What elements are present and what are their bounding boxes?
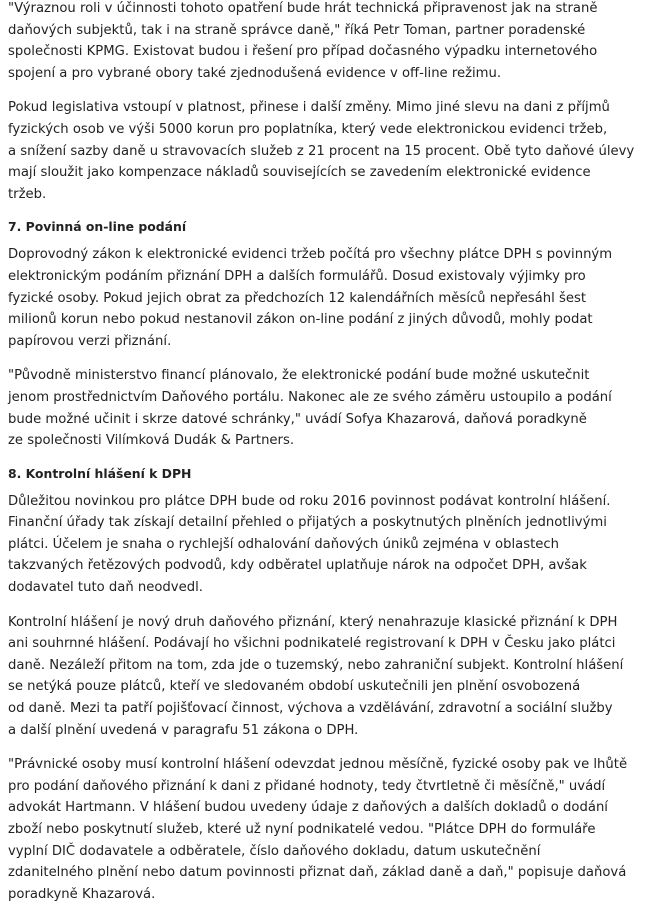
text-line: daňových subjektů, tak i na straně správce daně," říká Petr Toman, partner poradenské <box>8 22 586 38</box>
text-line: fyzické osoby. Pokud jejich obrat za předchozích 12 kalendářních měsíců nepřesáhl šest <box>8 290 586 306</box>
text-line: spojení a pro vybrané obory také zjednodušená evidence v off-line režimu. <box>8 65 502 81</box>
text-line: takzvaných řetězových podvodů, kdy odběratel uplatňuje nárok na odpočet DPH, avšak <box>8 558 587 574</box>
text-line: od daně. Mezi ta patří pojišťovací činnost, výchova a vzdělávání, zdravotní a sociální služby <box>8 701 613 717</box>
text-line: a další plnění uvedená v paragrafu 51 zákona o DPH. <box>8 722 359 738</box>
text-line: poradkyně Khazarová. <box>8 886 156 902</box>
text-line: jenom prostřednictvím Daňového portálu. Nakonec ale ze svého záměru ustoupilo a podání <box>8 389 612 405</box>
text-line: zboží nebo poskytnutí služeb, které už nyní podnikatelé vedou. "Plátce DPH do formuláře <box>8 822 596 837</box>
text-line: Kontrolní hlášení je nový druh daňového přiznání, který nenahrazuje klasické přiznání k DPH <box>8 614 618 630</box>
text-line: společnosti KPMG. Existovat budou i řešení pro případ dočasného výpadku internetového <box>8 44 598 60</box>
text-line: plátci. Účelem je snaha o rychlejší odhalování daňových úniků zejména v oblastech <box>8 536 559 552</box>
text-line: tržeb. <box>8 186 47 202</box>
text-line: elektronickým podáním přiznání DPH a dalších formulářů. Dosud existovaly výjimky pro <box>8 268 586 284</box>
text-line: advokát Hartmann. V hlášení budou uvedeny údaje z daňových a dalších dokladů o dodání <box>8 800 608 816</box>
text-line: pro podání daňového přiznání k dani z přidané hodnoty, tedy čtvrtletně či měsíčně," uvádí <box>8 778 606 794</box>
text-line: Doprovodný zákon k elektronické evidenci tržeb počítá pro všechny plátce DPH s povinným <box>8 247 613 263</box>
text-line: dodavatel tuto daň neodvedl. <box>8 580 203 596</box>
text-line: vyplní DIČ dodavatele a odběratele, číslo daňového dokladu, datum uskutečnění <box>8 843 541 859</box>
paragraph-kpmg-quote <box>8 0 650 84</box>
text-line: bude možné učinit i skrze datové schránky," uvádí Sofya Khazarová, daňová poradkyně <box>8 411 587 427</box>
text-line: zdanitelného plnění nebo datum povinnosti přiznat daň, základ daně a daň," popisuje daňová <box>8 865 627 881</box>
paragraph-hartmann-quote <box>8 754 650 905</box>
paragraph-online-filing <box>8 244 650 352</box>
section-heading-control-report: 8. Kontrolní hlášení k DPH <box>8 465 192 481</box>
text-line: mají sloužit jako kompenzace nákladů souvisejících se zavedením elektronické evidence <box>8 165 591 181</box>
text-line: daně. Nezáleží přitom na tom, zda jde o tuzemský, nebo zahraniční subjekt. Kontrolní hlášení <box>8 657 624 673</box>
text-line: se netýká pouze plátců, kteří ve sledovaném období uskutečnili jen plnění osvobozená <box>8 679 581 695</box>
paragraph-khazarova-quote <box>8 365 650 451</box>
text-line: "Původně ministerstvo financí plánovalo, že elektronické podání bude možné uskutečnit <box>8 368 590 384</box>
text-line: "Výraznou roli v účinnosti tohoto opatření bude hrát technická připravenost jak na straně <box>8 1 598 16</box>
paragraph-control-report-details <box>8 612 650 742</box>
text-line: ani souhrnné hlášení. Podávají ho všichni podnikatelé registrovaní k DPH v Česku jako plátci <box>8 636 616 652</box>
text-line: ze společnosti Vilímková Dudák & Partners. <box>8 433 295 449</box>
text-line: Důležitou novinkou pro plátce DPH bude od roku 2016 povinnost podávat kontrolní hlášení. <box>8 493 611 509</box>
text-line: fyzických osob ve výši 5000 korun pro poplatníka, který vede elektronickou evidenci tržeb, <box>8 121 608 137</box>
text-line: a snížení sazby daně u stravovacích služeb z 21 procent na 15 procent. Obě tyto daňové úlevy <box>8 143 635 159</box>
text-line: "Právnické osoby musí kontrolní hlášení odevzdat jednou měsíčně, fyzické osoby pak ve lhůtě <box>8 757 628 773</box>
text-line: Finanční úřady tak získají detailní přehled o přijatých a poskytnutých plněních jednotlivými <box>8 515 607 531</box>
section-heading-online-filing: 7. Povinná on-line podání <box>8 219 187 235</box>
paragraph-control-report-intro <box>8 491 650 599</box>
text-line: Pokud legislativa vstoupí v platnost, přinese i další změny. Mimo jiné slevu na dani z příjmů <box>8 100 610 116</box>
text-line: milionů korun nebo pokud nestanovil zákon on-line podání z jiných důvodů, mohly podat <box>8 312 593 328</box>
paragraph-legislation-changes <box>8 97 650 205</box>
text-line: papírovou verzi přiznání. <box>8 333 172 349</box>
